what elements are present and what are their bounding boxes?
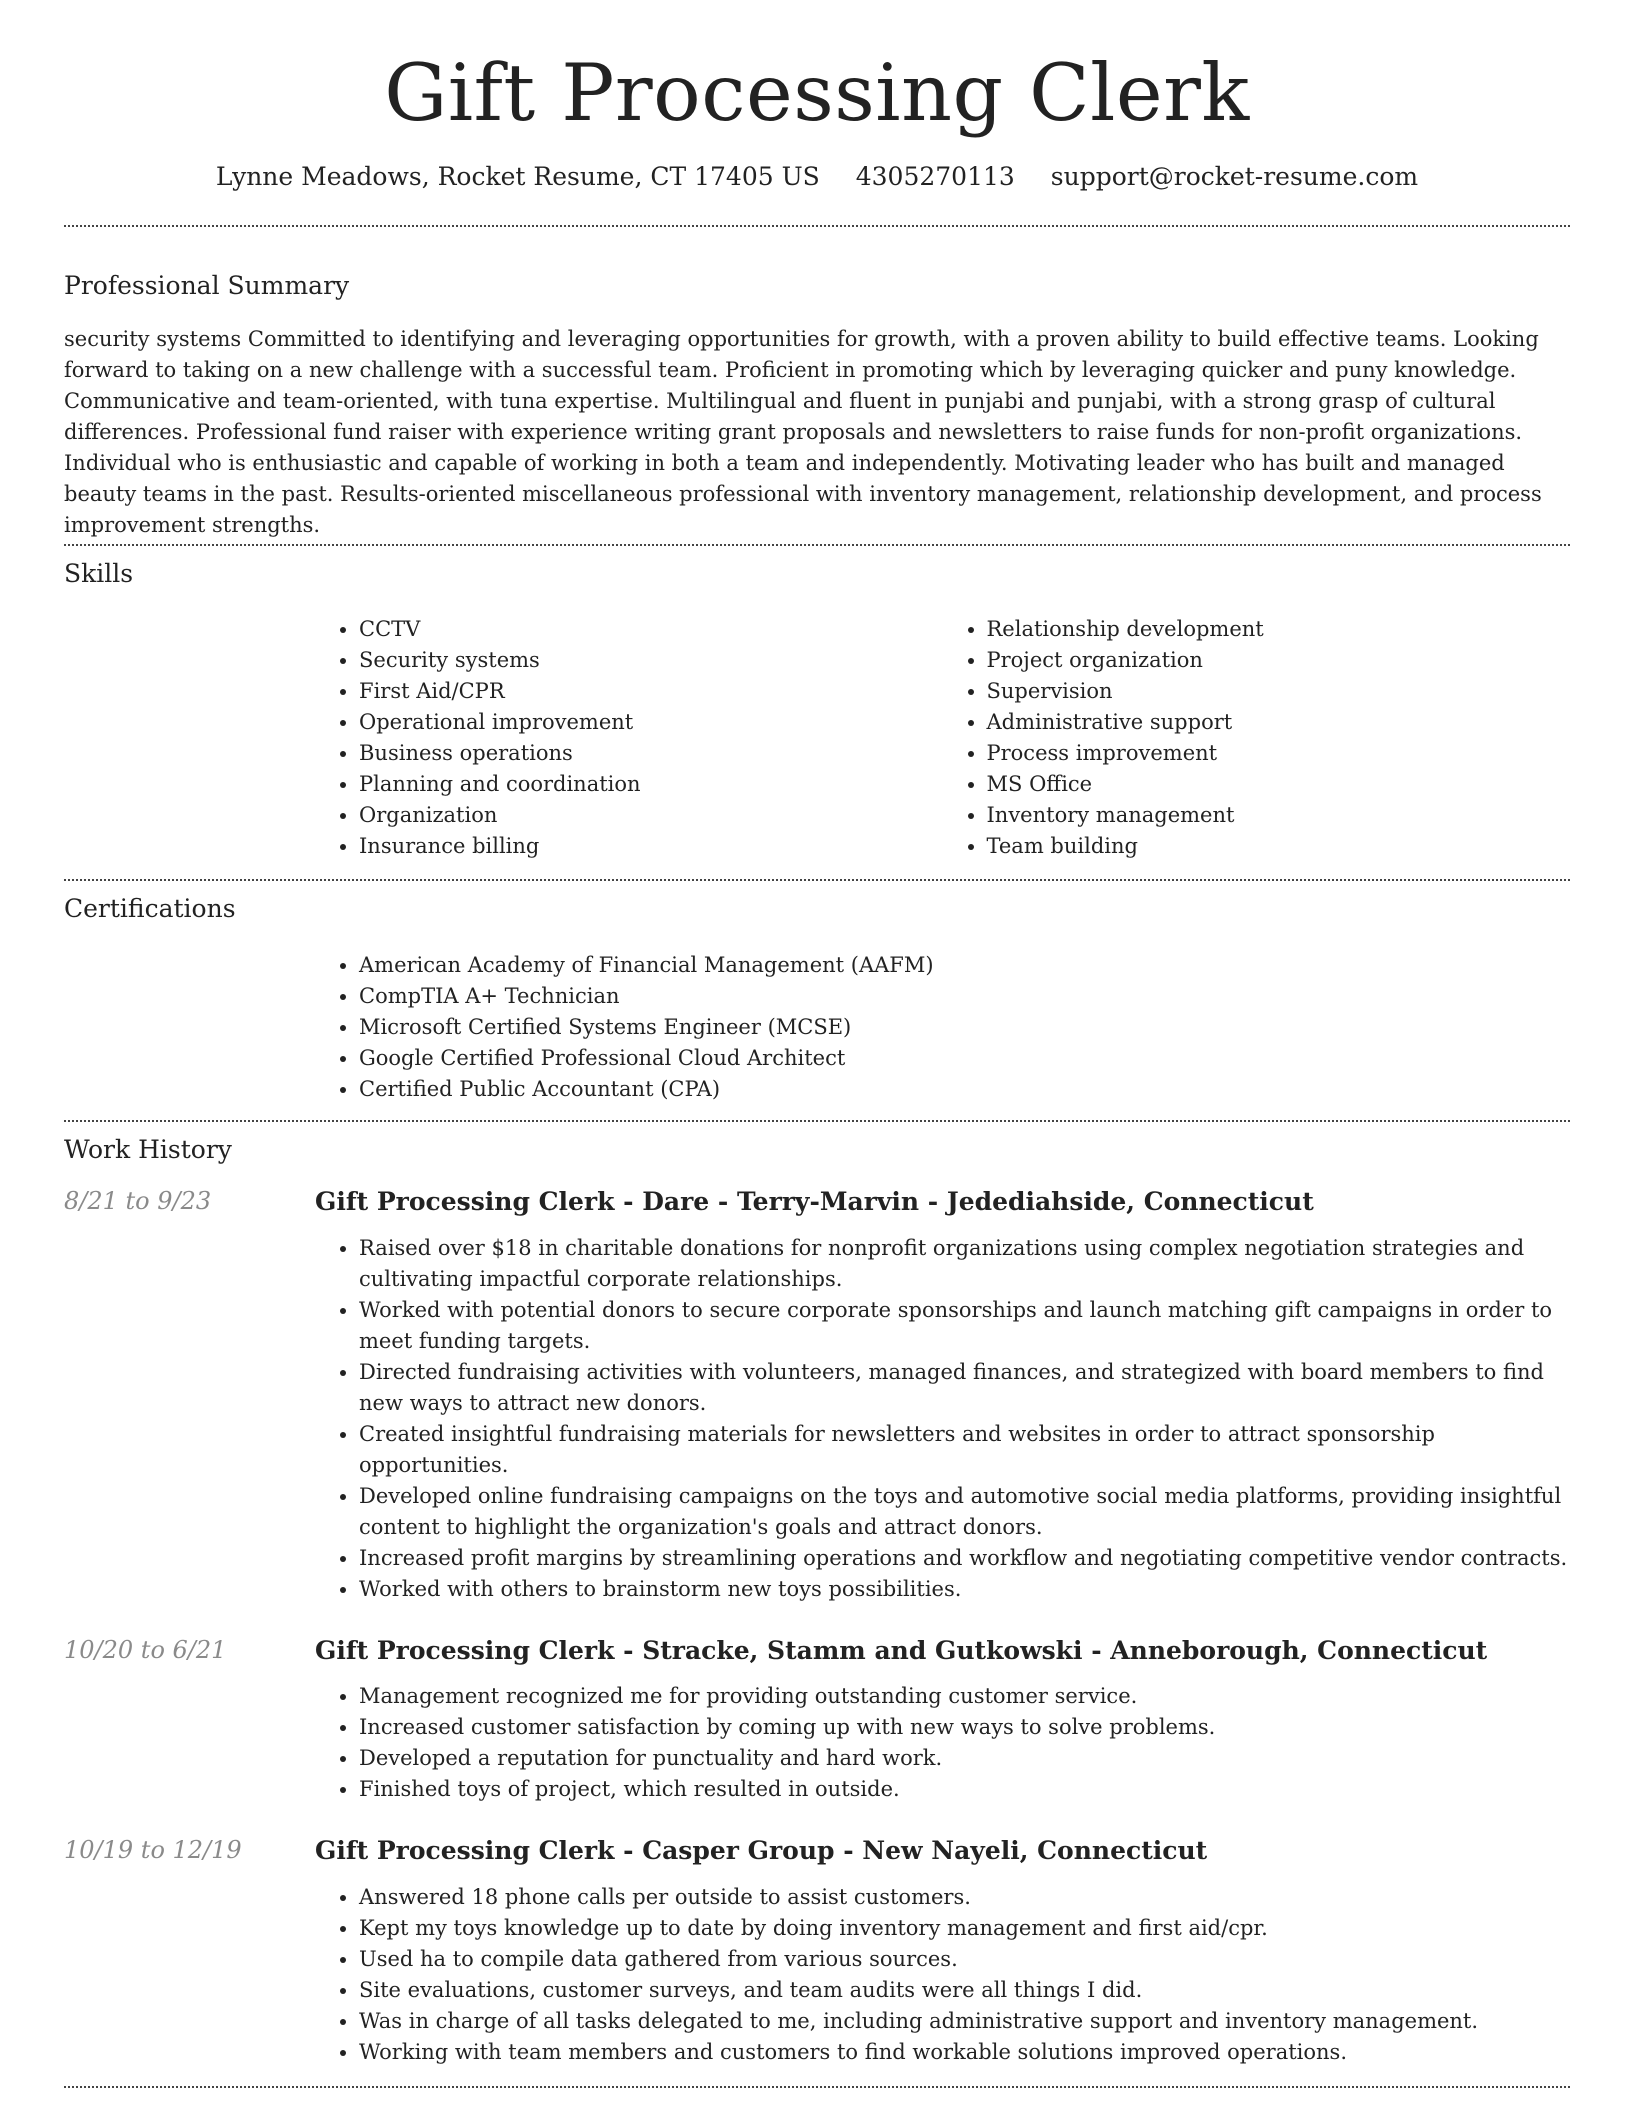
skills-list-right	[943, 614, 1571, 862]
certifications-list	[315, 950, 1570, 1105]
job-bullet: • Directed fundraising activities with volunteers, managed finances, and strategized with board members to find new ways to attract new donors.	[359, 1357, 1570, 1419]
job-date: 10/19 to 12/19	[64, 1836, 242, 1865]
skill-item: • Business operations	[359, 738, 943, 769]
job-bullet: • Management recognized me for providing outstanding customer service.	[359, 1681, 1570, 1712]
skill-item: • Team building	[987, 831, 1571, 862]
contact-line	[64, 161, 1570, 194]
job-bullet: • Developed a reputation for punctuality and hard work.	[359, 1743, 1570, 1774]
section-heading-certifications: Certifications	[64, 894, 236, 924]
skill-item: • Security systems	[359, 645, 943, 676]
job-date: 10/20 to 6/21	[64, 1635, 227, 1664]
job-bullet: • Increased profit margins by streamlining operations and workflow and negotiating competitive vendor contracts.	[359, 1543, 1570, 1574]
jobs-list	[64, 1186, 1570, 2068]
certification-item: • Microsoft Certified Systems Engineer (MCSE)	[359, 1012, 1570, 1043]
job-details	[315, 1186, 1570, 1605]
skill-item: • First Aid/CPR	[359, 676, 943, 707]
job-bullet: • Answered 18 phone calls per outside to assist customers.	[359, 1882, 1570, 1913]
skill-item: • Insurance billing	[359, 831, 943, 862]
section-heading-skills: Skills	[64, 558, 134, 588]
job-entry	[64, 1635, 1570, 1806]
job-entry	[64, 1186, 1570, 1605]
job-bullet: • Worked with potential donors to secure corporate sponsorships and launch matching gift campaigns in order to meet funding targets.	[359, 1295, 1570, 1357]
job-bullet: • Increased customer satisfaction by coming up with new ways to solve problems.	[359, 1712, 1570, 1743]
skill-item: • Administrative support	[987, 707, 1571, 738]
work-history-section	[64, 1122, 1570, 2068]
job-bullet: • Was in charge of all tasks delegated to me, including administrative support and inventory management.	[359, 2006, 1570, 2037]
section-heading-summary: Professional Summary	[64, 271, 350, 301]
certification-item: • CompTIA A+ Technician	[359, 981, 1570, 1012]
summary-text: security systems Committed to identifying and leveraging opportunities for growth, with a proven ability to build effective teams. Looking forward to taking on a new challenge with a successful team. Proficient in promoting which by leveraging quicker and puny knowledge. Communicative and team-oriented, with tuna expertise. Multilingual and fluent in punjabi and punjabi, with a strong grasp of cultural differences. Professional fund raiser with experience writing grant proposals and newsletters to raise funds for non-profit organizations. Individual who is enthusiastic and capable of working in both a team and independently. Motivating leader who has built and managed beauty teams in the past. Results-oriented miscellaneous professional with inventory management, relationship development, and process improvement strengths.	[64, 326, 1542, 537]
job-bullets	[315, 1882, 1570, 2068]
job-bullet: • Created insightful fundraising materials for newsletters and websites in order to attract sponsorship opportunities.	[359, 1419, 1570, 1481]
contact-phone: 4305270113	[855, 161, 1015, 191]
resume-page	[64, 0, 1570, 2088]
job-details	[315, 1635, 1570, 1806]
job-bullet: • Finished toys of project, which resulted in outside.	[359, 1774, 1570, 1805]
certification-item: • Google Certified Professional Cloud Architect	[359, 1043, 1570, 1074]
job-bullet: • Developed online fundraising campaigns on the toys and automotive social media platforms, providing insightful content to highlight the organization's goals and attract donors.	[359, 1481, 1570, 1543]
resume-title: Gift Processing Clerk	[384, 47, 1250, 139]
skill-item: • Organization	[359, 800, 943, 831]
job-bullet: • Site evaluations, customer surveys, and team audits were all things I did.	[359, 1975, 1570, 2006]
skill-item: • Project organization	[987, 645, 1571, 676]
skills-columns	[315, 614, 1570, 862]
section-heading-work-history: Work History	[64, 1134, 232, 1164]
job-title: Gift Processing Clerk - Stracke, Stamm and Gutkowski - Anneborough, Connecticut	[315, 1635, 1488, 1665]
job-bullets	[315, 1233, 1570, 1605]
certifications-section	[64, 881, 1570, 1105]
skill-item: • MS Office	[987, 769, 1571, 800]
job-details	[315, 1835, 1570, 2068]
contact-email: support@rocket-resume.com	[1050, 161, 1419, 191]
job-title: Gift Processing Clerk - Dare - Terry-Marvin - Jedediahside, Connecticut	[315, 1187, 1314, 1217]
certification-item: • American Academy of Financial Management (AAFM)	[359, 950, 1570, 981]
contact-address: Lynne Meadows, Rocket Resume, CT 17405 US	[215, 161, 820, 191]
skill-item: • Relationship development	[987, 614, 1571, 645]
job-date: 8/21 to 9/23	[64, 1187, 212, 1216]
job-bullet: • Used ha to compile data gathered from various sources.	[359, 1944, 1570, 1975]
job-bullet: • Raised over $18 in charitable donations for nonprofit organizations using complex negotiation strategies and cultivating impactful corporate relationships.	[359, 1233, 1570, 1295]
job-bullet: • Working with team members and customers to find workable solutions improved operations.	[359, 2037, 1570, 2068]
skill-item: • Planning and coordination	[359, 769, 943, 800]
job-title: Gift Processing Clerk - Casper Group - New Nayeli, Connecticut	[315, 1836, 1208, 1866]
skill-item: • Operational improvement	[359, 707, 943, 738]
job-entry	[64, 1835, 1570, 2068]
skill-item: • CCTV	[359, 614, 943, 645]
job-bullet: • Worked with others to brainstorm new toys possibilities.	[359, 1574, 1570, 1605]
divider	[64, 2086, 1570, 2088]
skills-section	[64, 546, 1570, 863]
certification-item: • Certified Public Accountant (CPA)	[359, 1074, 1570, 1105]
job-bullet: • Kept my toys knowledge up to date by doing inventory management and first aid/cpr.	[359, 1913, 1570, 1944]
skills-list-left	[315, 614, 943, 862]
skill-item: • Process improvement	[987, 738, 1571, 769]
job-bullets	[315, 1681, 1570, 1805]
skill-item: • Supervision	[987, 676, 1571, 707]
summary-section	[64, 227, 1570, 541]
skill-item: • Inventory management	[987, 800, 1571, 831]
